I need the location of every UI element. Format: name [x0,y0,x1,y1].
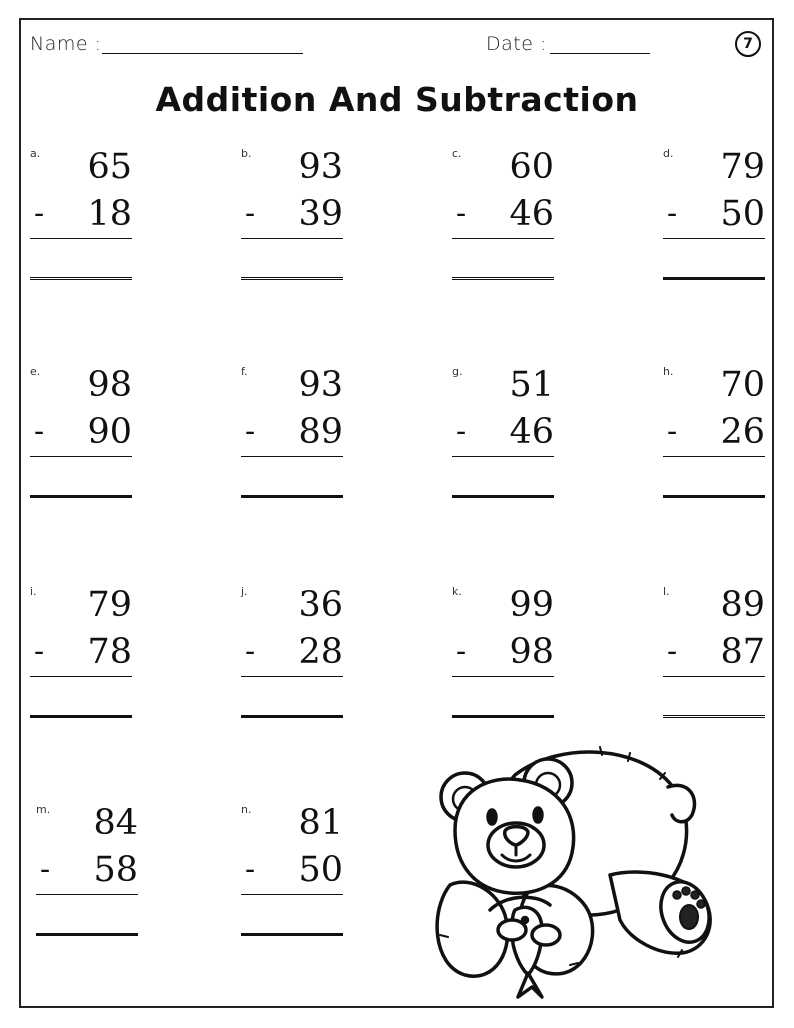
name-label: Name : [30,33,102,55]
bear-toe [691,891,699,899]
minus-sign: - [245,196,256,231]
subtrahend: 78 [87,632,132,672]
minuend: 65 [87,147,132,187]
minuend: 36 [298,585,343,625]
subtrahend: 50 [720,194,765,234]
answer-line[interactable] [452,715,554,718]
minuend: 79 [720,147,765,187]
minuend: 70 [720,365,765,405]
bear-foot-pad [680,905,698,929]
problem-c [452,147,572,307]
problem-e [30,365,150,525]
answer-line[interactable] [241,715,343,718]
problem-letter: d. [663,147,674,160]
answer-line[interactable] [663,715,765,718]
problem-a [30,147,150,307]
problem-letter: k. [452,585,462,598]
subtrahend: 26 [720,412,765,452]
subtrahend: 90 [87,412,132,452]
problem-b [241,147,361,307]
answer-line[interactable] [663,495,765,498]
minus-sign: - [456,634,467,669]
problem-letter: m. [36,803,51,816]
minus-sign: - [34,414,45,449]
bear-paw-left [498,920,526,940]
problem-letter: a. [30,147,41,160]
answer-line[interactable] [36,933,138,936]
minuend: 93 [298,147,343,187]
problem-rule [30,238,132,239]
subtrahend: 89 [298,412,343,452]
problem-f [241,365,361,525]
problem-k [452,585,572,745]
subtrahend: 28 [298,632,343,672]
subtrahend: 46 [509,412,554,452]
answer-line[interactable] [241,277,343,280]
minus-sign: - [667,196,678,231]
fish-tail [518,973,542,997]
page-number-badge: 7 [735,31,761,57]
name-answer-line[interactable] [102,53,303,54]
minuend: 89 [720,585,765,625]
minus-sign: - [34,196,45,231]
problem-rule [452,238,554,239]
answer-line[interactable] [30,495,132,498]
bear-toe [697,900,705,908]
problem-rule [663,676,765,677]
minuend: 51 [509,365,554,405]
bear-eye-right [534,808,542,822]
minus-sign: - [40,852,51,887]
problem-j [241,585,361,745]
problem-rule [241,676,343,677]
minus-sign: - [245,414,256,449]
bear-eye-left [488,810,496,824]
problem-rule [663,238,765,239]
minuend: 60 [509,147,554,187]
subtrahend: 46 [509,194,554,234]
date-label: Date : [486,33,547,55]
problem-rule [30,676,132,677]
answer-line[interactable] [241,933,343,936]
minuend: 79 [87,585,132,625]
answer-line[interactable] [452,277,554,280]
minuend: 84 [93,803,138,843]
answer-line[interactable] [663,277,765,280]
bear-toe [682,887,690,895]
answer-line[interactable] [241,495,343,498]
problem-letter: f. [241,365,248,378]
bear-toe [673,891,681,899]
problem-letter: g. [452,365,463,378]
problem-d [663,147,783,307]
subtrahend: 87 [720,632,765,672]
minuend: 99 [509,585,554,625]
subtrahend: 50 [298,850,343,890]
bear-paw-right [532,925,560,945]
problem-h [663,365,783,525]
subtrahend: 18 [87,194,132,234]
answer-line[interactable] [452,495,554,498]
minus-sign: - [456,414,467,449]
problem-m [36,803,156,963]
problem-letter: l. [663,585,670,598]
minus-sign: - [456,196,467,231]
problem-letter: n. [241,803,252,816]
problem-letter: h. [663,365,674,378]
problem-rule [30,456,132,457]
answer-line[interactable] [30,715,132,718]
problem-letter: j. [241,585,248,598]
problem-l [663,585,783,745]
minus-sign: - [667,414,678,449]
problem-rule [452,676,554,677]
minus-sign: - [34,634,45,669]
problem-g [452,365,572,525]
problem-letter: b. [241,147,252,160]
subtrahend: 58 [93,850,138,890]
minus-sign: - [245,852,256,887]
subtrahend: 98 [509,632,554,672]
minuend: 98 [87,365,132,405]
minuend: 93 [298,365,343,405]
subtrahend: 39 [298,194,343,234]
problem-rule [241,894,343,895]
problem-i [30,585,150,745]
problem-letter: c. [452,147,462,160]
problem-n [241,803,361,963]
problem-letter: e. [30,365,41,378]
problem-rule [36,894,138,895]
teddy-bear-illustration [420,735,720,1010]
worksheet-title: Addition And Subtraction [155,80,639,119]
minus-sign: - [245,634,256,669]
minuend: 81 [298,803,343,843]
problem-rule [452,456,554,457]
problem-rule [241,238,343,239]
minus-sign: - [667,634,678,669]
problem-rule [663,456,765,457]
bear-back-ear [668,785,695,821]
answer-line[interactable] [30,277,132,280]
date-answer-line[interactable] [550,53,650,54]
problem-rule [241,456,343,457]
problem-letter: i. [30,585,37,598]
